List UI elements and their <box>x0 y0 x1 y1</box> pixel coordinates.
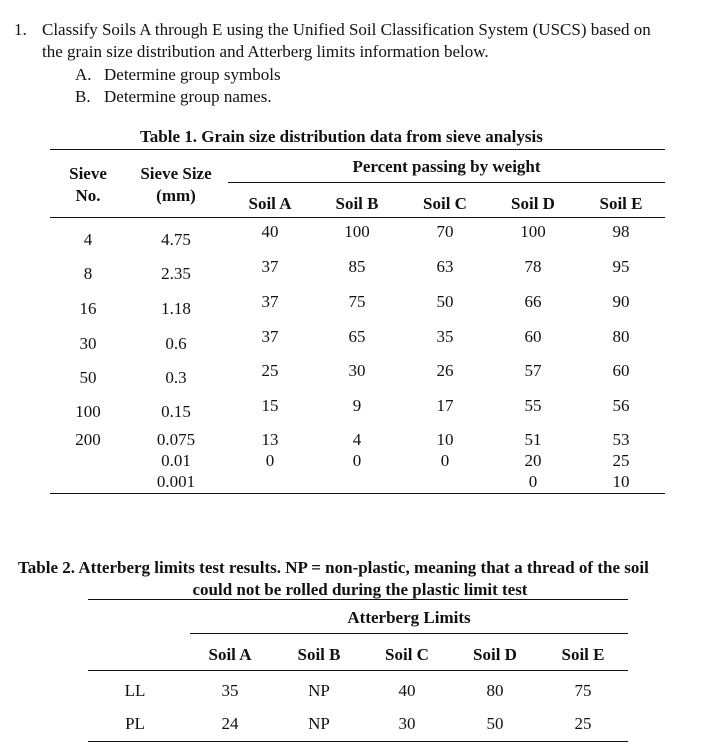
table2-soil-c-header: Soil C <box>385 645 429 664</box>
soil-d-value: 80 <box>486 681 504 700</box>
table2-header-rule <box>88 670 628 671</box>
soil-e-value: 98 <box>612 222 630 241</box>
sieve-no: 50 <box>79 368 97 387</box>
sieve-size: 0.15 <box>161 402 191 421</box>
soil-b-value: NP <box>308 681 330 700</box>
soil-a-value: 35 <box>221 681 239 700</box>
sieve-size-header-line2: (mm) <box>156 186 196 205</box>
atterberg-header-rule <box>190 633 628 634</box>
part-b-letter: B. <box>75 87 91 106</box>
soil-b-value: 85 <box>348 257 366 276</box>
soil-e-value: 53 <box>612 430 630 449</box>
soil-d-value: 57 <box>524 361 542 380</box>
soil-d-value: 78 <box>524 257 542 276</box>
soil-d-value: 50 <box>486 714 504 733</box>
soil-e-value: 80 <box>612 327 630 346</box>
sieve-no-header-line1: Sieve <box>69 164 107 183</box>
soil-c-value: 10 <box>436 430 454 449</box>
table1-bottom-rule <box>50 493 665 494</box>
soil-c-value: 26 <box>436 361 454 380</box>
soil-e-value: 95 <box>612 257 630 276</box>
soil-a-value: 25 <box>261 361 279 380</box>
soil-a-value: 13 <box>261 430 279 449</box>
soil-c-value: 70 <box>436 222 454 241</box>
sieve-no: 200 <box>75 430 101 449</box>
soil-d-value: 51 <box>524 430 542 449</box>
percent-passing-rule <box>228 182 665 183</box>
row-label: LL <box>124 681 146 700</box>
part-a-text: Determine group symbols <box>104 65 281 84</box>
sieve-no: 30 <box>79 334 97 353</box>
table2-bottom-rule <box>88 741 628 742</box>
table1-soil-e-header: Soil E <box>599 194 643 213</box>
sieve-no: 16 <box>79 299 97 318</box>
sieve-no-header-line2: No. <box>75 186 101 205</box>
question-number: 1. <box>14 20 27 39</box>
soil-b-value: 75 <box>348 292 366 311</box>
table1-soil-b-header: Soil B <box>335 194 379 213</box>
soil-b-value: 100 <box>344 222 370 241</box>
soil-d-value: 60 <box>524 327 542 346</box>
table2-title-line-1: Table 2. Atterberg limits test results. NP = non-plastic, meaning that a thread of the soil <box>18 558 649 577</box>
sieve-no: 100 <box>75 402 101 421</box>
table2-soil-d-header: Soil D <box>473 645 517 664</box>
atterberg-limits-header: Atterberg Limits <box>347 608 471 627</box>
table1-soil-a-header: Soil A <box>248 194 292 213</box>
soil-b-value: 65 <box>348 327 366 346</box>
table2-title-line-2: could not be rolled during the plastic limit test <box>192 580 528 599</box>
soil-c-value: 17 <box>436 396 454 415</box>
soil-d-value: 0 <box>528 472 538 491</box>
soil-b-value: 4 <box>352 430 362 449</box>
soil-c-value: 30 <box>398 714 416 733</box>
sieve-size: 0.01 <box>161 451 191 470</box>
sieve-no: 4 <box>83 230 93 249</box>
part-b-text: Determine group names. <box>104 87 272 106</box>
percent-passing-header: Percent passing by weight <box>352 157 541 176</box>
soil-a-value: 40 <box>261 222 279 241</box>
question-line-2: the grain size distribution and Atterberg limits information below. <box>42 42 489 61</box>
table1-top-rule <box>50 149 665 150</box>
soil-d-value: 100 <box>520 222 546 241</box>
table1-header-rule <box>50 217 665 218</box>
soil-c-value: 40 <box>398 681 416 700</box>
table1-soil-c-header: Soil C <box>423 194 467 213</box>
soil-d-value: 20 <box>524 451 542 470</box>
soil-c-value: 63 <box>436 257 454 276</box>
sieve-no: 8 <box>83 264 93 283</box>
table2-soil-b-header: Soil B <box>297 645 341 664</box>
soil-b-value: 9 <box>352 396 362 415</box>
soil-a-value: 0 <box>265 451 275 470</box>
table1-soil-d-header: Soil D <box>511 194 555 213</box>
soil-d-value: 55 <box>524 396 542 415</box>
soil-a-value: 24 <box>221 714 239 733</box>
soil-e-value: 10 <box>612 472 630 491</box>
soil-b-value: 30 <box>348 361 366 380</box>
table2-top-rule <box>88 599 628 600</box>
soil-a-value: 15 <box>261 396 279 415</box>
sieve-size: 0.001 <box>156 472 196 491</box>
soil-c-value: 35 <box>436 327 454 346</box>
sieve-size: 4.75 <box>161 230 191 249</box>
sieve-size-header-line1: Sieve Size <box>140 164 212 183</box>
sieve-size: 0.6 <box>165 334 187 353</box>
soil-a-value: 37 <box>261 327 279 346</box>
table2-soil-a-header: Soil A <box>208 645 252 664</box>
table2-soil-e-header: Soil E <box>561 645 605 664</box>
soil-b-value: NP <box>308 714 330 733</box>
soil-c-value: 0 <box>440 451 450 470</box>
row-label: PL <box>125 714 145 733</box>
table1-title: Table 1. Grain size distribution data from sieve analysis <box>140 127 543 146</box>
soil-c-value: 50 <box>436 292 454 311</box>
question-line-1: Classify Soils A through E using the Unified Soil Classification System (USCS) based on <box>42 20 651 39</box>
soil-d-value: 66 <box>524 292 542 311</box>
sieve-size: 1.18 <box>161 299 191 318</box>
soil-a-value: 37 <box>261 257 279 276</box>
sieve-size: 0.3 <box>165 368 187 387</box>
soil-e-value: 25 <box>574 714 592 733</box>
sieve-size: 2.35 <box>161 264 191 283</box>
soil-e-value: 90 <box>612 292 630 311</box>
soil-b-value: 0 <box>352 451 362 470</box>
sieve-size: 0.075 <box>156 430 196 449</box>
part-a-letter: A. <box>75 65 92 84</box>
soil-e-value: 25 <box>612 451 630 470</box>
soil-e-value: 56 <box>612 396 630 415</box>
soil-e-value: 75 <box>574 681 592 700</box>
soil-e-value: 60 <box>612 361 630 380</box>
soil-a-value: 37 <box>261 292 279 311</box>
